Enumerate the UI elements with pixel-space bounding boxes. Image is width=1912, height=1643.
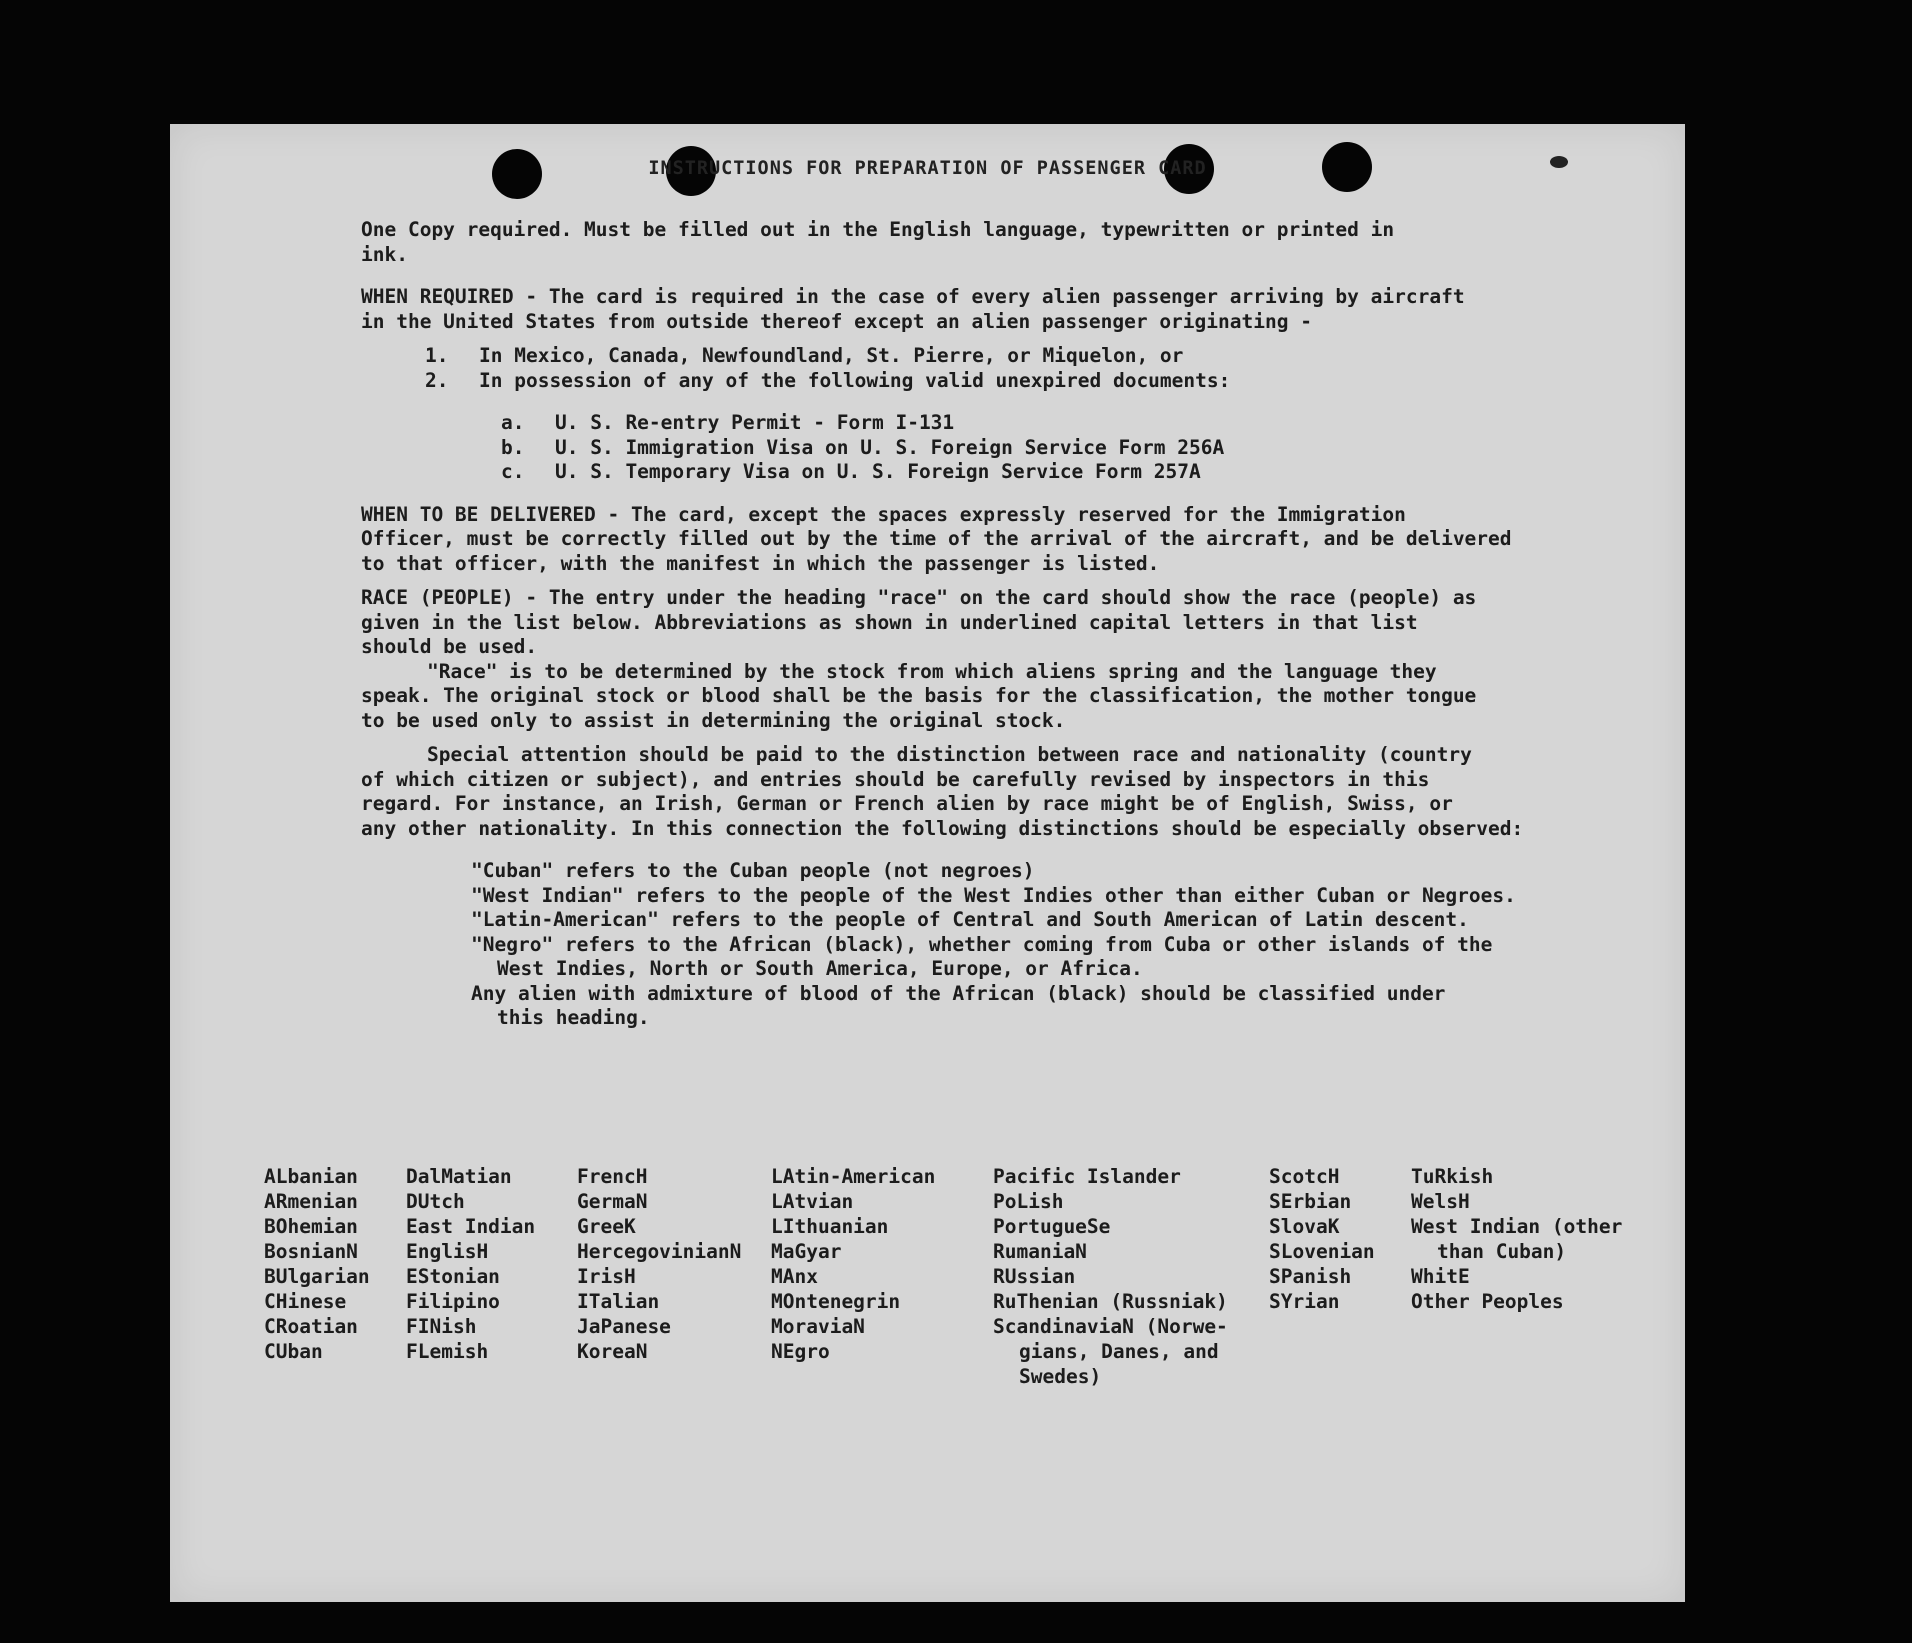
lettered-item: [361, 436, 1661, 461]
race-item: FLemish: [406, 1340, 489, 1363]
item-number: 1.: [425, 344, 449, 367]
item-text: U. S. Re-entry Permit - Form I-131: [555, 411, 955, 434]
race-determined-line: speak. The original stock or blood shall be the basis for the classification, the mother tongue: [361, 684, 1477, 707]
race-column: [1411, 1164, 1622, 1314]
lettered-item: [361, 460, 1661, 485]
race-determined-line: to be used only to assist in determining the original stock.: [361, 708, 1066, 732]
race-item: MOntenegrin: [771, 1290, 901, 1313]
race-item: Filipino: [406, 1290, 500, 1313]
item-text: U. S. Temporary Visa on U. S. Foreign Service Form 257A: [555, 460, 1201, 483]
race-item: East Indian: [406, 1215, 536, 1238]
race-item: West Indian (other: [1411, 1215, 1623, 1238]
race-item: ARmenian: [264, 1190, 358, 1213]
race-item: Swedes): [1019, 1365, 1102, 1388]
race-item: than Cuban): [1437, 1240, 1567, 1263]
race-item: JaPanese: [577, 1315, 671, 1338]
delivered-line: WHEN TO BE DELIVERED - The card, except the spaces expressly reserved for the Immigration: [361, 502, 1406, 526]
race-item: DalMatian: [406, 1165, 512, 1188]
race-item: CHinese: [264, 1290, 347, 1313]
race-item: SPanish: [1269, 1265, 1352, 1288]
race-item: HercegovinianN: [577, 1240, 742, 1263]
race-item: WhitE: [1411, 1265, 1470, 1288]
race-item: EnglisH: [406, 1240, 489, 1263]
delivered-line: to that officer, with the manifest in which the passenger is listed.: [361, 551, 1160, 575]
race-item: ITalian: [577, 1290, 660, 1313]
distinction-line: West Indies, North or South America, Europe, or Africa.: [497, 957, 1143, 980]
page-title: INSTRUCTIONS FOR PREPARATION OF PASSENGER CARD: [648, 158, 1207, 179]
race-item: MaGyar: [771, 1240, 842, 1263]
distinction-line: this heading.: [497, 1006, 650, 1029]
when-required-line: WHEN REQUIRED - The card is required in the case of every alien passenger arriving by aircraft: [361, 285, 1465, 308]
item-text: U. S. Immigration Visa on U. S. Foreign Service Form 256A: [555, 435, 1225, 459]
race-item: BUlgarian: [264, 1265, 370, 1288]
race-item: FINish: [406, 1315, 477, 1338]
race-item: KoreaN: [577, 1340, 648, 1363]
race-item: PortugueSe: [993, 1215, 1111, 1238]
distinction-line: "Negro" refers to the African (black), whether coming from Cuba or other islands of the: [471, 932, 1493, 956]
distinction-line: "Latin-American" refers to the people of Central and South American of Latin descent.: [471, 908, 1469, 931]
race-item: SLovenian: [1269, 1240, 1375, 1263]
race-item: CRoatian: [264, 1315, 358, 1338]
race-column: [1269, 1164, 1375, 1314]
race-item: GreeK: [577, 1215, 636, 1238]
item-text: In possession of any of the following valid unexpired documents:: [479, 368, 1231, 392]
race-item: BOhemian: [264, 1215, 358, 1238]
item-text: In Mexico, Canada, Newfoundland, St. Pierre, or Miquelon, or: [479, 344, 1184, 367]
race-item: WelsH: [1411, 1190, 1470, 1213]
special-line: Special attention should be paid to the distinction between race and nationality (country: [427, 743, 1472, 766]
item-letter: a.: [501, 411, 525, 434]
race-column: [406, 1164, 535, 1364]
race-item: ScandinaviaN (Norwe-: [993, 1315, 1228, 1338]
race-item: RumaniaN: [993, 1240, 1087, 1263]
race-item: PoLish: [993, 1190, 1064, 1213]
race-item: EStonian: [406, 1265, 500, 1288]
document-page: [170, 124, 1685, 1602]
race-item: SErbian: [1269, 1190, 1352, 1213]
race-item: DUtch: [406, 1190, 465, 1213]
race-item: gians, Danes, and: [1019, 1340, 1219, 1363]
race-line: given in the list below. Abbreviations as shown in underlined capital letters in that list: [361, 610, 1418, 634]
intro-line: ink.: [361, 242, 408, 266]
distinction-line: "West Indian" refers to the people of the West Indies other than either Cuban or Negroes.: [471, 883, 1516, 907]
special-line: of which citizen or subject), and entries should be carefully revised by inspectors in this: [361, 767, 1430, 791]
race-item: LAtin-American: [771, 1165, 936, 1188]
race-item: CUban: [264, 1340, 323, 1363]
race-item: ScotcH: [1269, 1165, 1340, 1188]
delivered-line: Officer, must be correctly filled out by the time of the arrival of the aircraft, and be delivered: [361, 527, 1512, 550]
race-item: Pacific Islander: [993, 1165, 1181, 1188]
race-column: [993, 1164, 1228, 1389]
race-item: RUssian: [993, 1265, 1076, 1288]
race-item: RuThenian (Russniak): [993, 1290, 1228, 1313]
race-item: MAnx: [771, 1265, 818, 1288]
item-letter: b.: [501, 435, 525, 459]
race-line: should be used.: [361, 635, 538, 658]
lettered-item: [361, 411, 1661, 436]
race-item: FrencH: [577, 1165, 648, 1188]
race-item: SlovaK: [1269, 1215, 1340, 1238]
race-column: [771, 1164, 935, 1364]
race-item: BosnianN: [264, 1240, 358, 1263]
intro-line: One Copy required. Must be filled out in the English language, typewritten or printed in: [361, 218, 1395, 241]
item-letter: c.: [501, 460, 525, 483]
race-item: MoraviaN: [771, 1315, 865, 1338]
item-number: 2.: [425, 368, 449, 392]
when-required-line: in the United States from outside thereof except an alien passenger originating -: [361, 309, 1312, 333]
race-column: [577, 1164, 741, 1364]
race-item: LIthuanian: [771, 1215, 889, 1238]
race-item: GermaN: [577, 1190, 648, 1213]
race-determined-line: "Race" is to be determined by the stock from which aliens spring and the language they: [427, 659, 1437, 683]
numbered-item: [361, 344, 1661, 369]
distinction-line: Any alien with admixture of blood of the African (black) should be classified under: [471, 981, 1446, 1005]
race-column: [264, 1164, 370, 1364]
numbered-item: [361, 369, 1661, 394]
race-item: NEgro: [771, 1340, 830, 1363]
race-item: SYrian: [1269, 1290, 1340, 1313]
race-item: IrisH: [577, 1265, 636, 1288]
instructions-body: [361, 218, 1661, 1031]
race-item: LAtvian: [771, 1190, 854, 1213]
special-line: any other nationality. In this connection the following distinctions should be especially observed:: [361, 816, 1524, 840]
race-item: Other Peoples: [1411, 1290, 1564, 1313]
race-list: [264, 1164, 1664, 1524]
distinction-line: "Cuban" refers to the Cuban people (not negroes): [471, 859, 1035, 882]
race-item: ALbanian: [264, 1165, 358, 1188]
race-line: RACE (PEOPLE) - The entry under the heading "race" on the card should show the race (people) as: [361, 586, 1477, 609]
race-item: TuRkish: [1411, 1165, 1494, 1188]
special-line: regard. For instance, an Irish, German or French alien by race might be of English, Swiss, or: [361, 792, 1453, 815]
